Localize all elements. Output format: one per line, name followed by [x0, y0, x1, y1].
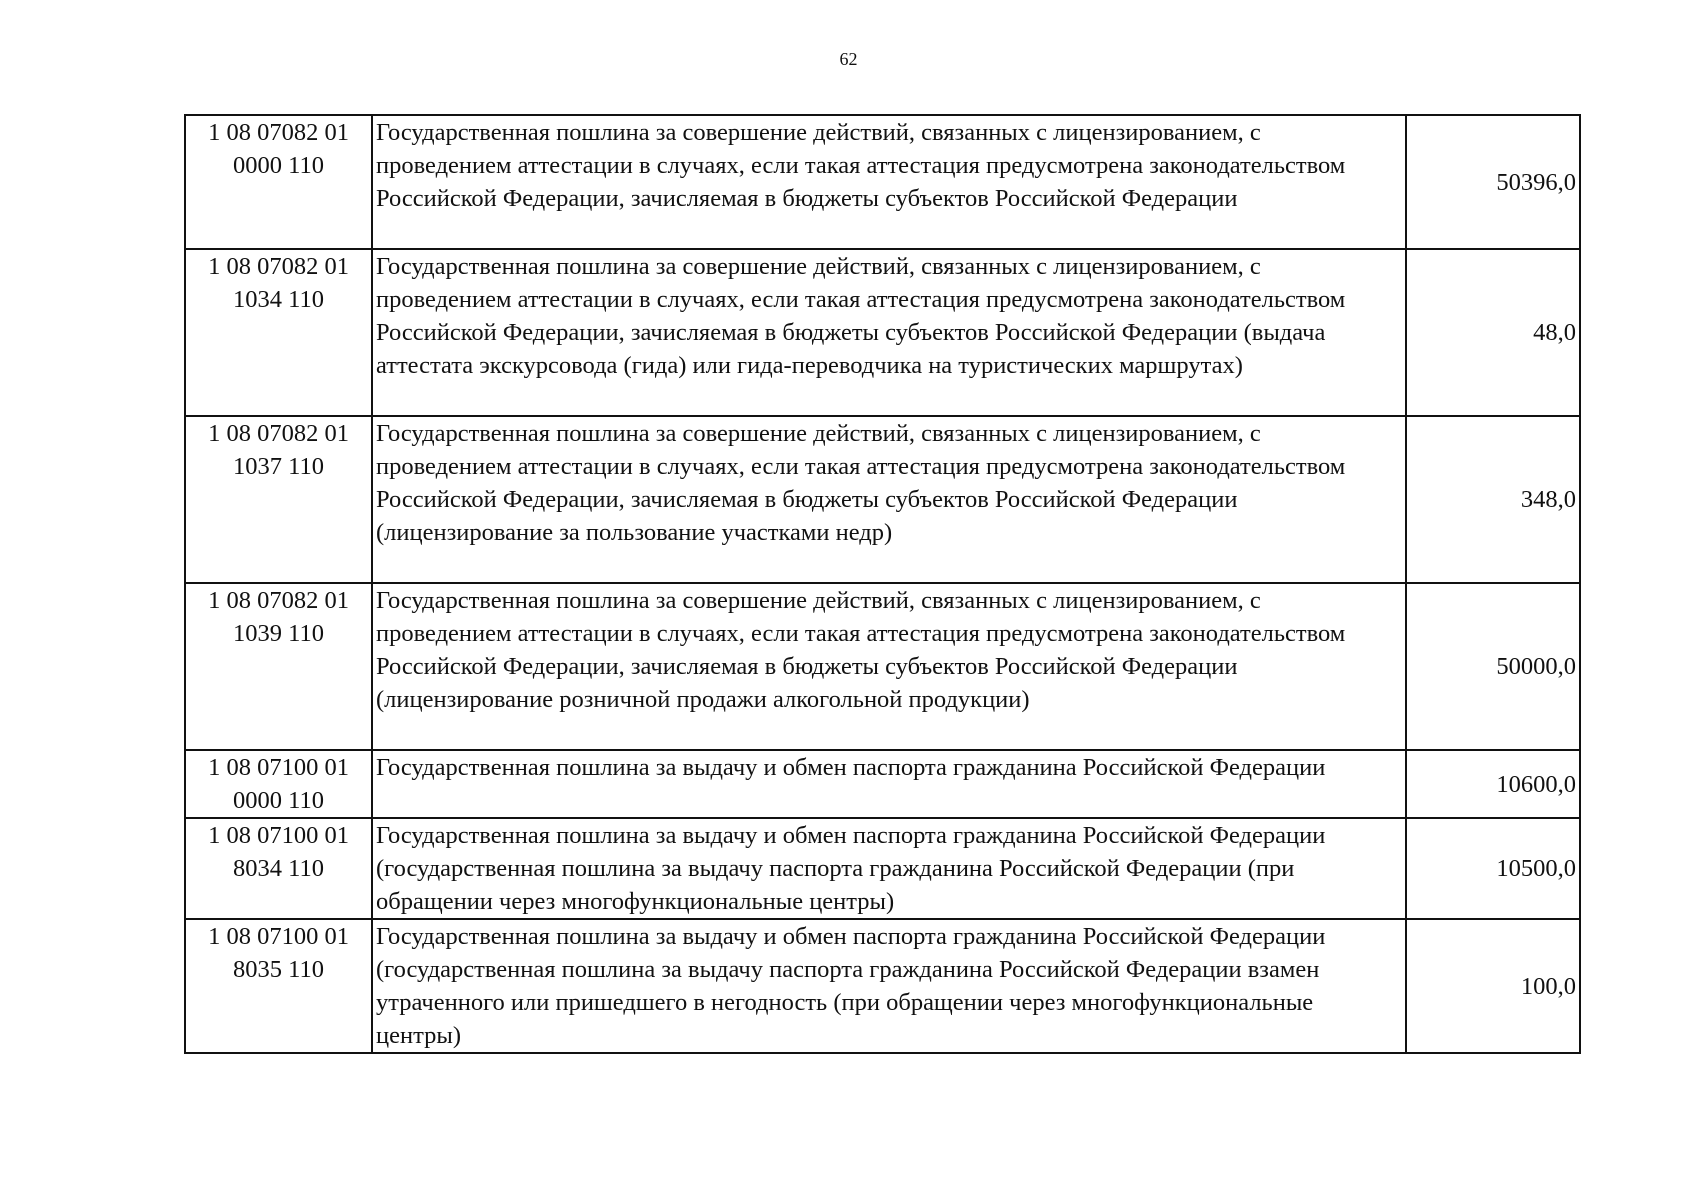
- table-row: [185, 919, 1580, 1053]
- table-row: [185, 818, 1580, 919]
- table-row: [185, 249, 1580, 416]
- amount-value: 10500,0: [1406, 818, 1580, 919]
- amount-value: 348,0: [1406, 416, 1580, 583]
- classification-code: 1 08 07100 01 0000 110: [185, 750, 372, 818]
- revenue-description: Государственная пошлина за совершение действий, связанных с лицензированием, с проведением аттестации в случаях, если такая аттестация предусмотрена законодательством Российской Федерации, зачисляемая в бюджеты субъектов Российской Федерации: [372, 115, 1406, 249]
- amount-value: 50396,0: [1406, 115, 1580, 249]
- page-number: 62: [839, 49, 858, 69]
- amount-value: 10600,0: [1406, 750, 1580, 818]
- classification-code: 1 08 07082 01 1037 110: [185, 416, 372, 583]
- revenue-description: Государственная пошлина за выдачу и обмен паспорта гражданина Российской Федерации (государственная пошлина за выдачу паспорта гражданина Российской Федерации взамен утраченного или пришедшего в негодность (при обращении через многофункциональные центры): [372, 919, 1406, 1053]
- revenue-description: Государственная пошлина за выдачу и обмен паспорта гражданина Российской Федерации (государственная пошлина за выдачу паспорта гражданина Российской Федерации (при обращении через многофункциональные центры): [372, 818, 1406, 919]
- revenue-description: Государственная пошлина за совершение действий, связанных с лицензированием, с проведением аттестации в случаях, если такая аттестация предусмотрена законодательством Российской Федерации, зачисляемая в бюджеты субъектов Российской Федерации (лицензирование розничной продажи алкогольной продукции): [372, 583, 1406, 750]
- classification-code: 1 08 07082 01 1034 110: [185, 249, 372, 416]
- table-row: [185, 416, 1580, 583]
- amount-value: 100,0: [1406, 919, 1580, 1053]
- budget-revenue-table: [184, 114, 1581, 1054]
- table-row: [185, 583, 1580, 750]
- amount-value: 48,0: [1406, 249, 1580, 416]
- classification-code: 1 08 07082 01 1039 110: [185, 583, 372, 750]
- classification-code: 1 08 07100 01 8034 110: [185, 818, 372, 919]
- table-row: [185, 115, 1580, 249]
- revenue-description: Государственная пошлина за выдачу и обмен паспорта гражданина Российской Федерации: [372, 750, 1406, 818]
- classification-code: 1 08 07082 01 0000 110: [185, 115, 372, 249]
- revenue-description: Государственная пошлина за совершение действий, связанных с лицензированием, с проведением аттестации в случаях, если такая аттестация предусмотрена законодательством Российской Федерации, зачисляемая в бюджеты субъектов Российской Федерации (лицензирование за пользование участками недр): [372, 416, 1406, 583]
- table-row: [185, 750, 1580, 818]
- revenue-description: Государственная пошлина за совершение действий, связанных с лицензированием, с проведением аттестации в случаях, если такая аттестация предусмотрена законодательством Российской Федерации, зачисляемая в бюджеты субъектов Российской Федерации (выдача аттестата экскурсовода (гида) или гида-переводчика на туристических маршрутах): [372, 249, 1406, 416]
- amount-value: 50000,0: [1406, 583, 1580, 750]
- classification-code: 1 08 07100 01 8035 110: [185, 919, 372, 1053]
